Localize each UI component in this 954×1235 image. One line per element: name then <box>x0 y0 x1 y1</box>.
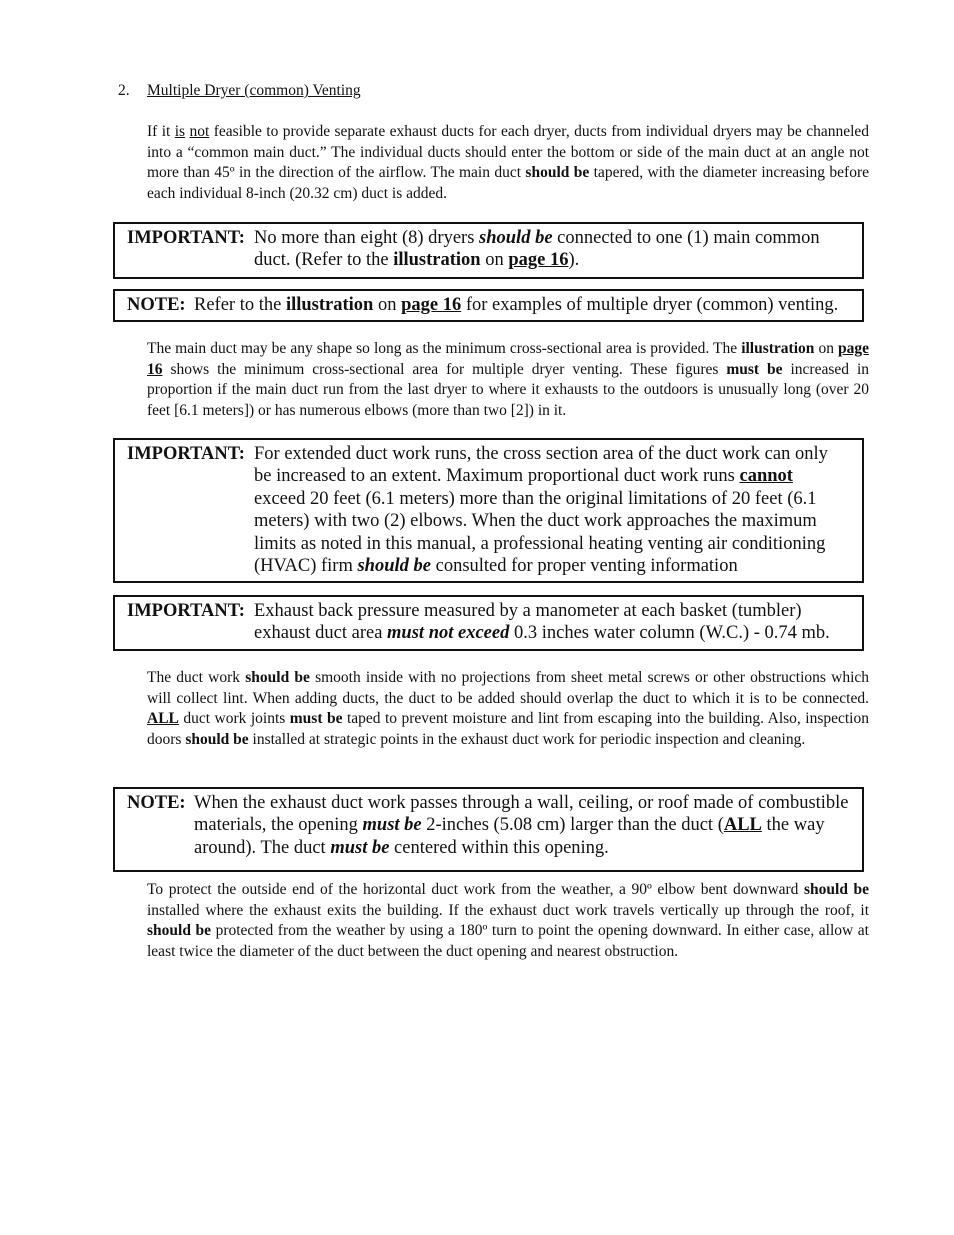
important-text <box>254 443 846 577</box>
emphasis-should-be: should be <box>804 881 870 898</box>
paragraph-main-duct-shape <box>147 339 869 422</box>
text-run: increased in proportion if the main duct run from the last dryer to where it exhausts to the outdoors is unusually long (over 20 feet [6.1 meters]) or has numerous elbows (more than two [2]) in it. <box>147 360 870 420</box>
text-run: shows the minimum cross-sectional area for multiple dryer venting. These figures <box>162 360 727 378</box>
text-run: the way around). The duct <box>194 815 825 858</box>
section-number: 2. <box>118 82 130 99</box>
emphasis-must-be: must be <box>726 360 783 378</box>
note-label: NOTE: <box>127 793 186 813</box>
emphasis-must-not-exceed: must not exceed <box>387 623 510 644</box>
emphasis-should-be: should be <box>185 731 249 749</box>
paragraph-duct-smooth <box>147 668 869 751</box>
paragraph-separate-ducts <box>147 122 869 205</box>
page-reference-link[interactable]: page 16 <box>401 295 462 315</box>
important-text <box>254 227 844 272</box>
text-run: If it <box>147 123 175 140</box>
text-run: Exhaust back pressure measured by a manometer at each basket (tumbler) exhaust duct area <box>254 601 802 644</box>
text-run: The main duct may be any shape so long as the minimum cross-sectional area is provided. The <box>147 340 742 357</box>
text-run: tapered, with the diameter increasing before each individual 8-inch (20.32 cm) duct is added. <box>147 164 869 203</box>
text-run: No more than eight (8) dryers <box>254 228 480 248</box>
text-run: protected from the weather by using a 180º turn to point the opening downward. In either case, allow at least twice the diameter of the duct between the duct opening and nearest obstruction. <box>147 922 869 961</box>
important-label: IMPORTANT: <box>127 228 245 248</box>
emphasis-all: ALL <box>147 710 179 728</box>
important-label: IMPORTANT: <box>127 601 245 621</box>
emphasis-cannot: cannot <box>739 466 793 487</box>
emphasis-must-be: must be <box>289 710 343 728</box>
text-run: duct work joints <box>178 710 290 728</box>
emphasis-should-be: should be <box>525 164 590 182</box>
important-label: IMPORTANT: <box>127 444 245 464</box>
text-run: installed at strategic points in the exhaust duct work for periodic inspection and cleaning. <box>248 731 806 749</box>
section-title: Multiple Dryer (common) Venting <box>147 82 361 99</box>
text-run: on <box>373 295 402 315</box>
text-run: connected to one (1) main common duct. (Refer to the <box>254 228 820 271</box>
emphasis-all: ALL <box>723 815 762 836</box>
emphasis-not: not <box>189 123 210 140</box>
emphasis-illustration: illustration <box>285 295 374 315</box>
text-run: taped to prevent moisture and lint from escaping into the building. Also, inspection doors <box>147 710 869 749</box>
emphasis-should-be: should be <box>245 669 310 686</box>
text-run: The duct work <box>147 669 246 686</box>
text-run: exceed 20 feet (6.1 meters) more than the original limitations of 20 feet (6.1 meters) with two (2) elbows. When the duct work approaches the maximum limits as noted in this manual, a professional heating venting air conditioning (HVAC) firm <box>254 488 826 577</box>
text-run: installed where the exhaust exits the building. If the exhaust duct work travels vertically up through the roof, it <box>147 901 869 919</box>
text-run: feasible to provide separate exhaust ducts for each dryer, ducts from individual dryers may be channeled into a “common main duct.” The individual ducts should enter the bottom or side of the main duct at an angle not more than 45º in the direction of the airflow. The main duct <box>147 123 870 182</box>
page-reference-link[interactable]: page 16 <box>147 340 869 378</box>
section-heading <box>118 80 361 102</box>
important-box-extended-runs <box>113 438 864 583</box>
emphasis-illustration: illustration <box>393 250 481 271</box>
page-reference-link[interactable]: page 16 <box>508 250 569 271</box>
text-run: 2-inches (5.08 cm) larger than the duct ( <box>421 815 724 836</box>
text-run: When the exhaust duct work passes through a wall, ceiling, or roof made of combustible materials, the opening <box>194 793 849 836</box>
text-run: on <box>480 250 509 271</box>
text-run: For extended duct work runs, the cross section area of the duct work can only be increased to an extent. Maximum proportional duct work runs <box>254 444 828 487</box>
text-run: on <box>814 340 838 357</box>
note-text <box>194 294 854 316</box>
important-text <box>254 600 854 645</box>
text-run: ). <box>568 250 580 271</box>
text-run: To protect the outside end of the horizontal duct work from the weather, a 90º elbow bent downward <box>147 881 804 898</box>
paragraph-weather-protection <box>147 880 869 963</box>
text-run: centered within this opening. <box>389 837 609 858</box>
text-run: consulted for proper venting information <box>430 556 738 577</box>
important-box-back-pressure <box>113 595 864 651</box>
text-run: Refer to the <box>194 295 286 315</box>
text-run: 0.3 inches water column (W.C.) - 0.74 mb. <box>509 623 830 644</box>
emphasis-is: is <box>174 123 186 140</box>
note-text <box>194 792 858 859</box>
emphasis-should-be: should be <box>147 922 212 940</box>
note-label: NOTE: <box>127 295 186 315</box>
emphasis-must-be: must be <box>330 837 390 858</box>
emphasis-illustration: illustration <box>741 340 815 357</box>
emphasis-must-be: must be <box>362 815 422 836</box>
text-run: for examples of multiple dryer (common) venting. <box>461 295 839 315</box>
note-box-combustible <box>113 787 864 872</box>
text-run: smooth inside with no projections from sheet metal screws or other obstructions which will collect lint. When adding ducts, the duct to be added should overlap the duct to which it is to be connected. <box>147 669 870 707</box>
note-box-examples <box>113 289 864 322</box>
emphasis-should-be: should be <box>357 556 431 577</box>
emphasis-should-be: should be <box>479 228 553 248</box>
important-box-max-dryers <box>113 222 864 279</box>
